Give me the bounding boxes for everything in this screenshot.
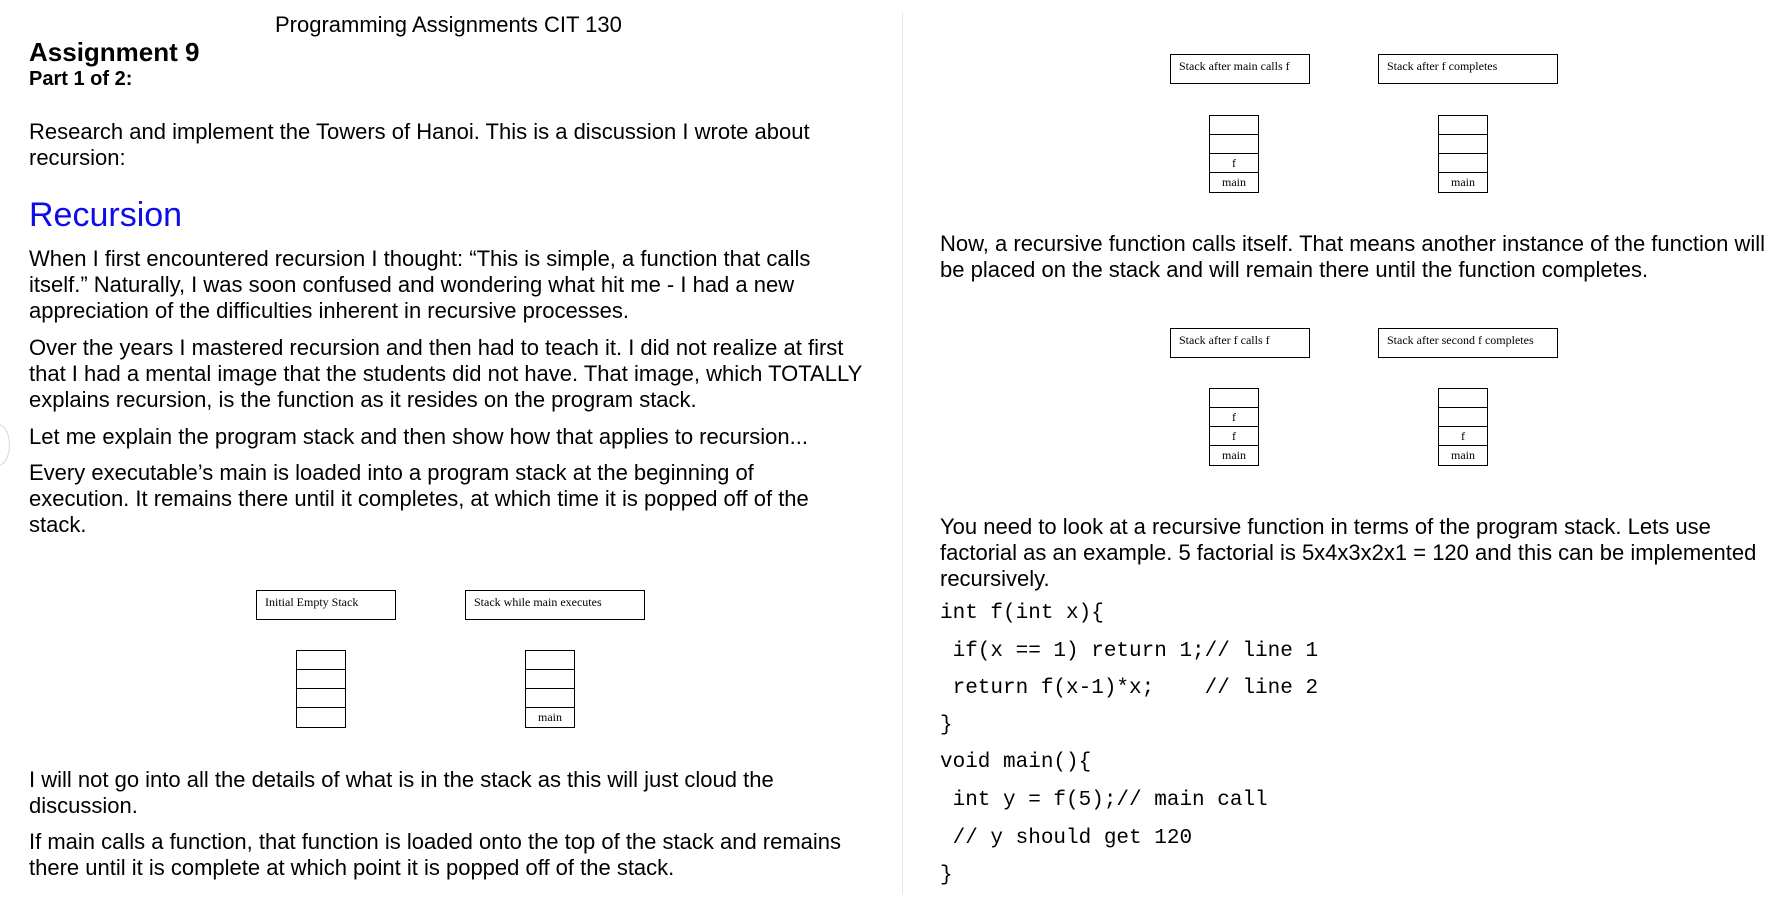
stack-cell — [297, 689, 345, 708]
stack-label-main-calls-f: Stack after main calls f — [1170, 54, 1310, 84]
code-line: void main(){ — [940, 751, 1092, 774]
stack-label-second-f-completes: Stack after second f completes — [1378, 328, 1558, 358]
code-line: int y = f(5);// main call — [940, 789, 1268, 812]
stack-cell — [1210, 116, 1258, 135]
stack-cell — [297, 651, 345, 670]
stack-cell: main — [1222, 175, 1246, 189]
paragraph-first-encounter: When I first encountered recursion I thought: “This is simple, a function that calls itself.” Naturally, I was soon confused and wondering what hit me - I had a new appreciation of the difficulties inherent in recursive processes. — [29, 246, 811, 323]
stack-cell — [297, 708, 345, 727]
right-page — [902, 0, 1789, 903]
stack-cell — [1439, 154, 1487, 173]
stack-cell: main — [1451, 448, 1475, 462]
part-heading: Part 1 of 2: — [29, 68, 133, 90]
stack-cell — [1210, 135, 1258, 154]
stack-cell: main — [1451, 175, 1475, 189]
stack-label-initial: Initial Empty Stack — [256, 590, 396, 620]
stack-cell — [526, 689, 574, 708]
paragraph-mastered: Over the years I mastered recursion and then had to teach it. I did not realize at first that I had a mental image that the students did not have. That image, which TOTALLY explains recursion, is the function as it resides on the program stack. — [29, 335, 862, 412]
stack-main-calls-f — [1209, 115, 1259, 193]
stack-initial — [296, 650, 346, 728]
code-line: } — [940, 714, 953, 737]
assignment-heading: Assignment 9 — [29, 37, 200, 67]
intro-paragraph: Research and implement the Towers of Hanoi. This is a discussion I wrote about recursion: — [29, 119, 810, 170]
stack-f-calls-f — [1209, 388, 1259, 466]
stack-label-main-executes: Stack while main executes — [465, 590, 645, 620]
stack-cell — [1439, 135, 1487, 154]
stack-cell — [1210, 389, 1258, 408]
stack-main-executes — [525, 650, 575, 728]
code-line: if(x == 1) return 1;// line 1 — [940, 640, 1319, 663]
stack-label-f-calls-f: Stack after f calls f — [1170, 328, 1310, 358]
stack-cell: main — [538, 710, 562, 724]
recursion-heading: Recursion — [29, 196, 183, 234]
stack-cell: f — [1210, 408, 1258, 427]
stack-cell — [1439, 408, 1487, 427]
paragraph-explain: Let me explain the program stack and then show how that applies to recursion... — [29, 424, 808, 449]
code-line: // y should get 120 — [940, 827, 1193, 850]
stack-cell — [526, 670, 574, 689]
code-line: return f(x-1)*x; // line 2 — [940, 677, 1319, 700]
stack-cell: main — [1222, 448, 1246, 462]
stack-cell: f — [1210, 427, 1258, 446]
code-line: int f(int x){ — [940, 602, 1104, 625]
paragraph-details: I will not go into all the details of what is in the stack as this will just cloud the discussion. — [29, 767, 774, 818]
paragraph-executable: Every executable’s main is loaded into a program stack at the beginning of execution. It remains there until it completes, at which time it is popped off of the stack. — [29, 460, 809, 537]
code-line: } — [940, 864, 953, 887]
stack-cell — [297, 670, 345, 689]
course-title: Programming Assignments CIT 130 — [275, 12, 622, 37]
stack-cell — [1439, 389, 1487, 408]
paragraph-main-calls: If main calls a function, that function is loaded onto the top of the stack and remains there until it is complete at which point it is popped off of the stack. — [29, 829, 842, 880]
stack-cell — [1439, 116, 1487, 135]
stack-f-completes — [1438, 115, 1488, 193]
stack-cell: f — [1210, 154, 1258, 173]
paragraph-recursive-calls: Now, a recursive function calls itself. That means another instance of the function will be placed on the stack and will remain there until the function completes. — [940, 231, 1766, 282]
stack-cell: f — [1439, 427, 1487, 446]
stack-second-f-completes — [1438, 388, 1488, 466]
paragraph-factorial: You need to look at a recursive function in terms of the program stack. Lets use factorial as an example. 5 factorial is 5x4x3x2x1 = 120 and this can be implemented recursively. — [940, 514, 1757, 591]
stack-label-f-completes: Stack after f completes — [1378, 54, 1558, 84]
stack-cell — [526, 651, 574, 670]
